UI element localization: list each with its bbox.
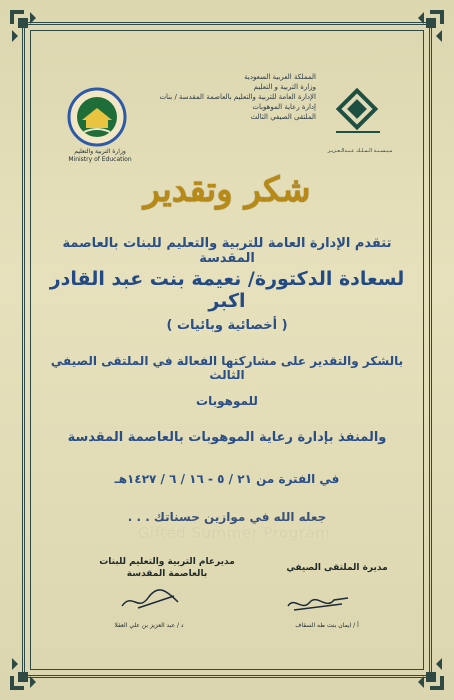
header-line: إدارة رعاية الموهوبات	[252, 103, 316, 111]
thanks-line: بالشكر والتقدير على مشاركتها الفعالة في الملتقى الصيفي الثالث	[50, 354, 404, 382]
signer-title: مديرعام التربية والتعليم للبنات بالعاصمة المقدسة	[99, 557, 235, 579]
blessing-line: جعله الله في موازين حسناتك . . .	[127, 510, 327, 524]
organizer-line: والمنفذ بإدارة رعاية الموهوبات بالعاصمة المقدسة	[67, 430, 387, 445]
signature-block-right	[262, 562, 412, 574]
ministry-name-en: Ministry of Education	[68, 156, 132, 163]
header-line: المملكة العربية السعودية	[244, 73, 316, 81]
program-logo-icon	[330, 88, 386, 144]
signature-block-left	[92, 556, 242, 580]
signature-icon	[118, 586, 188, 614]
ministry-name-ar: وزارة التربية والتعليم	[74, 148, 126, 155]
certificate-title: شكر وتقدير	[143, 170, 311, 210]
program-caption: مـيـسـبـة الـمـلـك عـبـدالـعـزيـز	[327, 148, 393, 154]
issuer-header	[140, 72, 316, 122]
corner-ornament-icon	[8, 658, 42, 692]
header-line: الملتقى الصيفي الثالث	[250, 113, 316, 121]
corner-ornament-icon	[8, 8, 42, 42]
recipient-name: لسعادة الدكتورة/ نعيمة بنت عبد القادر اكبر	[49, 268, 405, 312]
watermark-text: Gifted Summer Program	[137, 524, 331, 542]
signer-name: أ / ايمان بنت طه السقاف	[295, 622, 359, 629]
signer-title: مديرة الملتقى الصيفي	[286, 563, 388, 573]
header-line: الإدارة العامة للتربية والتعليم بالعاصمة المقدسة / بنات	[159, 93, 316, 101]
program-line: للموهوبات	[196, 394, 258, 408]
ministry-logo-icon	[66, 86, 128, 152]
signature-icon	[284, 588, 352, 616]
corner-ornament-icon	[412, 8, 446, 42]
signer-name: د / عبد العزيز بن علي العقلا	[114, 622, 184, 629]
header-line: وزارة التربية و التعليم	[253, 83, 316, 91]
corner-ornament-icon	[412, 658, 446, 692]
period-line: في الفترة من ٢١ / ٥ - ١٦ / ٦ / ١٤٢٧هـ	[114, 472, 340, 486]
issuer-line: تتقدم الإدارة العامة للتربية والتعليم للبنات بالعاصمة المقدسة	[62, 236, 392, 266]
recipient-role: ( أخصائية وبائيات )	[166, 318, 288, 333]
ministry-caption	[58, 148, 142, 164]
